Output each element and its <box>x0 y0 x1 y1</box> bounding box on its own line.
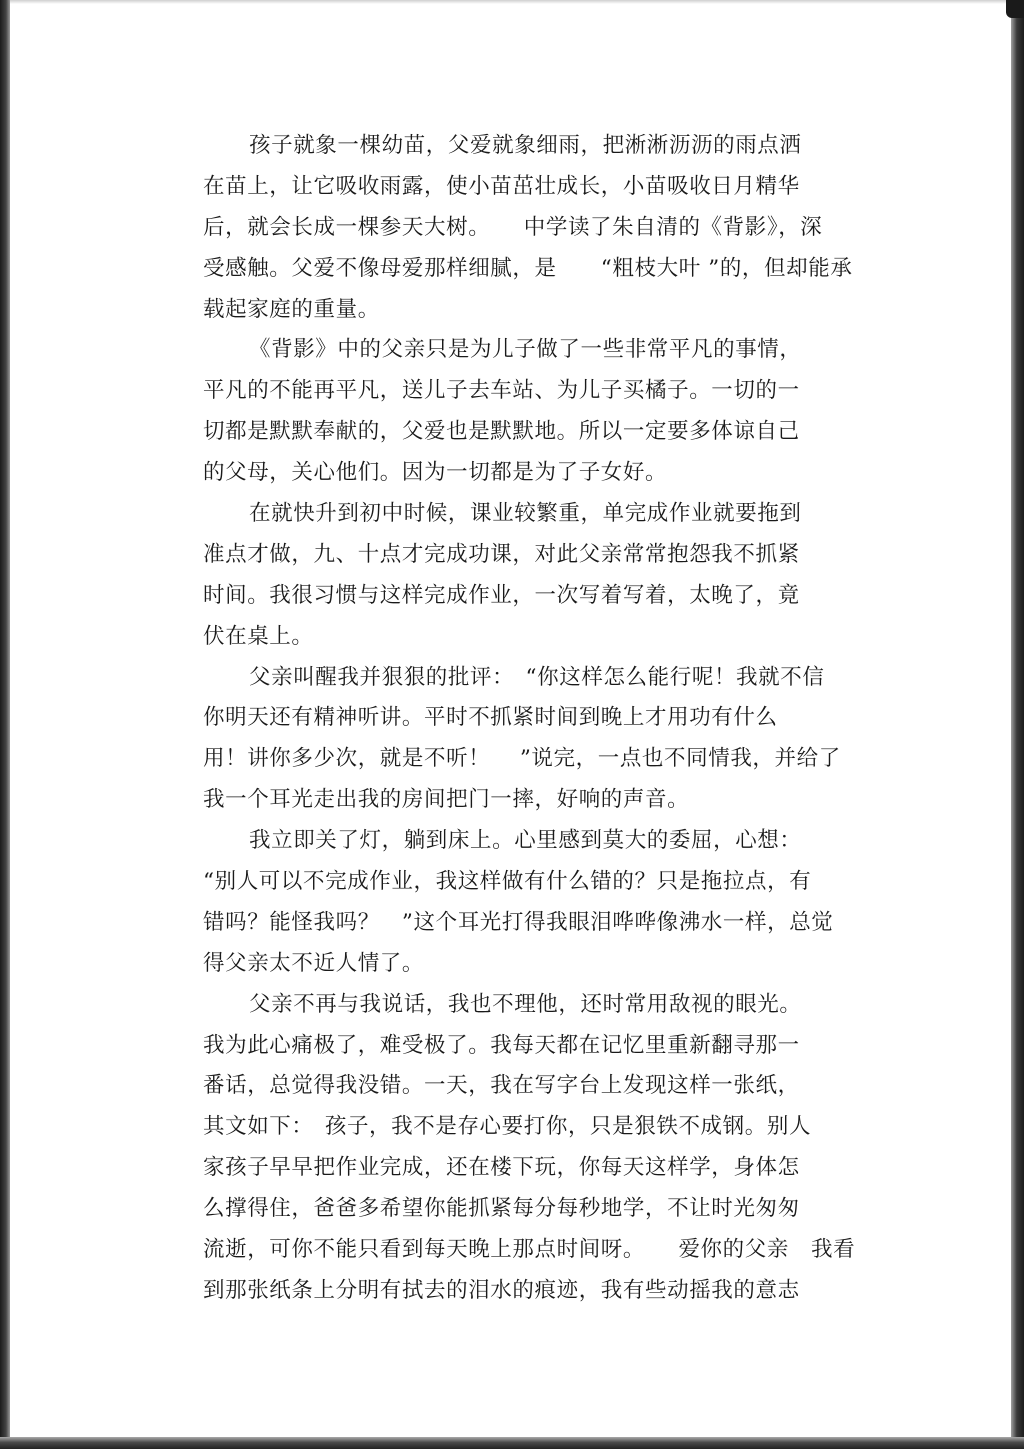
text-line: 么撑得住，爸爸多希望你能抓紧每分每秒地学，不让时光匆匆 <box>203 1196 800 1222</box>
text-line: 平凡的不能再平凡，送儿子去车站、为儿子买橘子。一切的一 <box>203 378 800 404</box>
text-line: 切都是默默奉献的，父爱也是默默地。所以一定要多体谅自己 <box>203 419 800 445</box>
page-corner-shadow <box>1006 0 1024 18</box>
text-line: 受感触。父爱不像母爱那样细腻，是 “粗枝大叶 ”的，但却能承 <box>203 255 853 281</box>
text-line: 到那张纸条上分明有拭去的泪水的痕迹，我有些动摇我的意志 <box>203 1277 800 1303</box>
text-line: “别人可以不完成作业，我这样做有什么错的？只是拖拉点，有 <box>203 869 812 895</box>
text-line: 我一个耳光走出我的房间把门一摔，好响的声音。 <box>203 787 690 813</box>
essay-body <box>203 126 863 1312</box>
text-line: 用！讲你多少次，就是不听！ ”说完，一点也不同情我，并给了 <box>203 746 841 772</box>
text-line: 载起家庭的重量。 <box>203 296 380 322</box>
text-line: 孩子就象一棵幼苗，父爱就象细雨，把淅淅沥沥的雨点洒 <box>249 133 802 158</box>
text-line: 其文如下： 孩子，我不是存心要打你，只是狠铁不成钢。别人 <box>203 1114 812 1140</box>
text-line: 《背影》中的父亲只是为儿子做了一些非常平凡的事情， <box>249 337 802 363</box>
text-line: 在就快升到初中时候，课业较繁重，单完成作业就要拖到 <box>249 501 802 527</box>
text-line: 时间。我很习惯与这样完成作业，一次写着写着，太晚了，竟 <box>203 582 800 608</box>
page-bottom-border <box>0 1437 1024 1449</box>
text-line: 后，就会长成一棵参天大树。 中学读了朱自清的《背影》，深 <box>203 214 823 240</box>
text-line: 流逝，可你不能只看到每天晚上那点时间呀。 爱你的父亲 我看 <box>203 1237 856 1263</box>
text-line: 我立即关了灯，躺到床上。心里感到莫大的委屈，心想： <box>249 828 802 854</box>
text-line: 父亲不再与我说话，我也不理他，还时常用敌视的眼光。 <box>249 991 802 1017</box>
page-right-border <box>1011 0 1024 1449</box>
text-line: 番话，总觉得我没错。一天，我在写字台上发现这样一张纸， <box>203 1073 800 1099</box>
text-line: 在苗上，让它吸收雨露，使小苗茁壮成长，小苗吸收日月精华 <box>203 173 800 199</box>
text-line: 准点才做，九、十点才完成功课，对此父亲常常抱怨我不抓紧 <box>203 541 800 567</box>
text-line: 你明天还有精神听讲。平时不抓紧时间到晚上才用功有什么 <box>203 705 778 731</box>
text-line: 我为此心痛极了，难受极了。我每天都在记忆里重新翻寻那一 <box>203 1032 800 1058</box>
text-line: 得父亲太不近人情了。 <box>203 950 425 976</box>
text-line: 伏在桌上。 <box>203 623 314 649</box>
page-top-edge <box>0 0 1024 4</box>
text-line: 的父母，关心他们。因为一切都是为了子女好。 <box>203 460 668 486</box>
page-left-border <box>0 0 10 1449</box>
text-line: 错吗？能怪我吗？ ”这个耳光打得我眼泪哗哗像沸水一样，总觉 <box>203 909 834 935</box>
text-line: 父亲叫醒我并狠狠的批评： “你这样怎么能行呢！我就不信 <box>249 664 825 690</box>
text-line: 家孩子早早把作业完成，还在楼下玩，你每天这样学，身体怎 <box>203 1155 800 1181</box>
